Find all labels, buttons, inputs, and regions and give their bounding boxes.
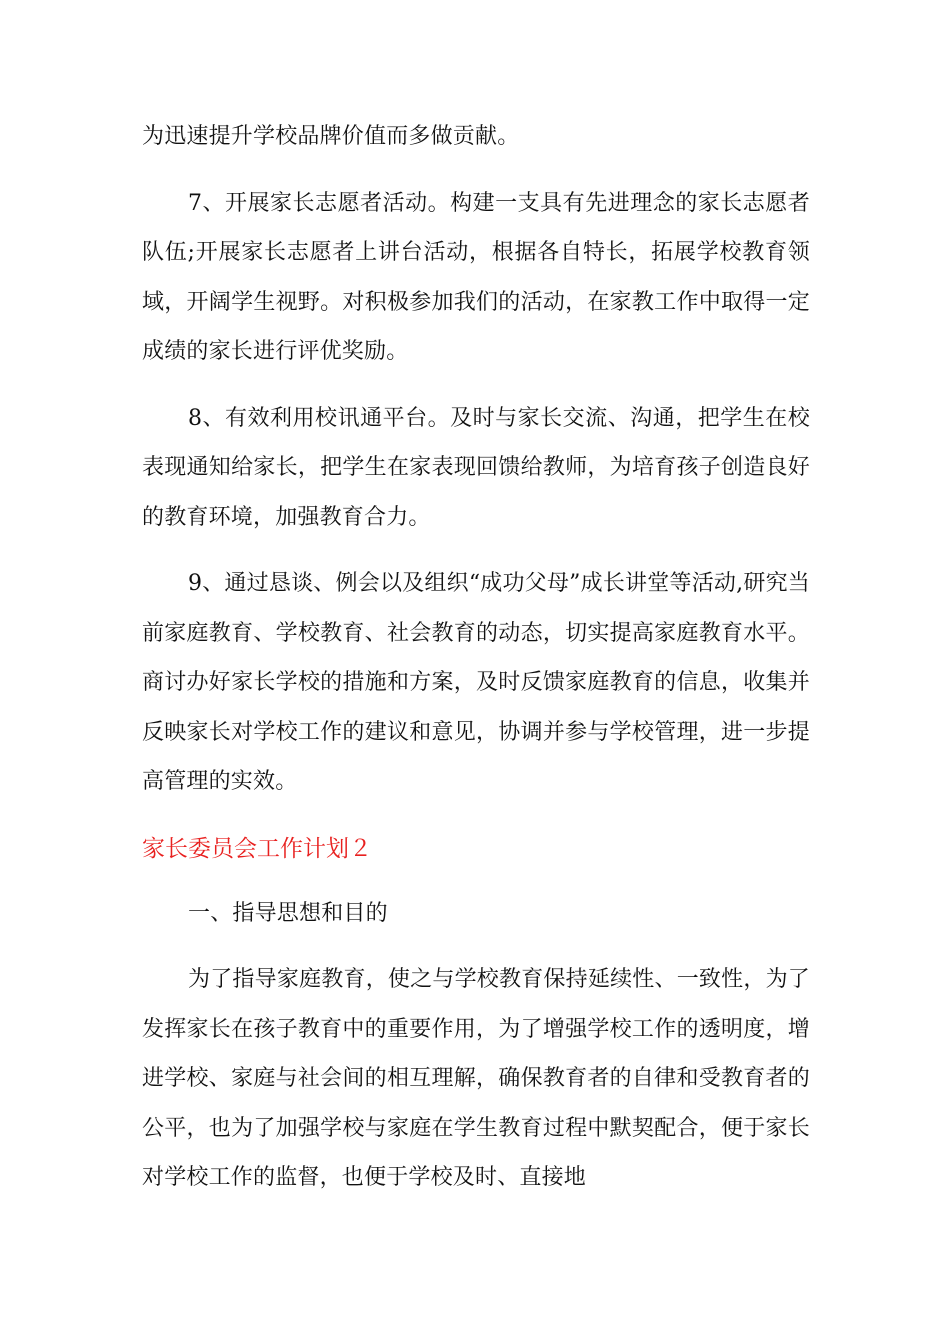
section-heading: 家长委员会工作计划２	[142, 835, 372, 862]
paragraph-item-8: 8、有效利用校讯通平台。及时与家长交流、沟通，把学生在校表现通知给家长，把学生在家表现回馈给教师，为培育孩子创造良好的教育环境，加强教育合力。	[142, 405, 810, 530]
paragraph-item-7: 7、开展家长志愿者活动。构建一支具有先进理念的家长志愿者队伍;开展家长志愿者上讲台活动，根据各自特长，拓展学校教育领域，开阔学生视野。对积极参加我们的活动，在家教工作中取得一定成绩的家长进行评优奖励。	[142, 190, 810, 364]
paragraph-purpose: 为了指导家庭教育，使之与学校教育保持延续性、一致性，为了发挥家长在孩子教育中的重要作用，为了增强学校工作的透明度，增进学校、家庭与社会间的相互理解，确保教育者的自律和受教育者的公平，也为了加强学校与家庭在学生教育过程中默契配合，便于家长对学校工作的监督，也便于学校及时、直接地	[142, 967, 810, 1190]
paragraph-item-9: 9、通过恳谈、例会以及组织“成功父母”成长讲堂等活动,研究当前家庭教育、学校教育、社会教育的动态，切实提高家庭教育水平。商讨办好家长学校的措施和方案，及时反馈家庭教育的信息，收集并反映家长对学校工作的建议和意见，协调并参与学校管理，进一步提高管理的实效。	[142, 571, 810, 794]
subheading-guiding-ideology: 一、指导思想和目的	[188, 900, 388, 926]
paragraph-continuation: 为迅速提升学校品牌价值而多做贡献。	[142, 124, 520, 149]
document-page	[142, 112, 810, 1203]
